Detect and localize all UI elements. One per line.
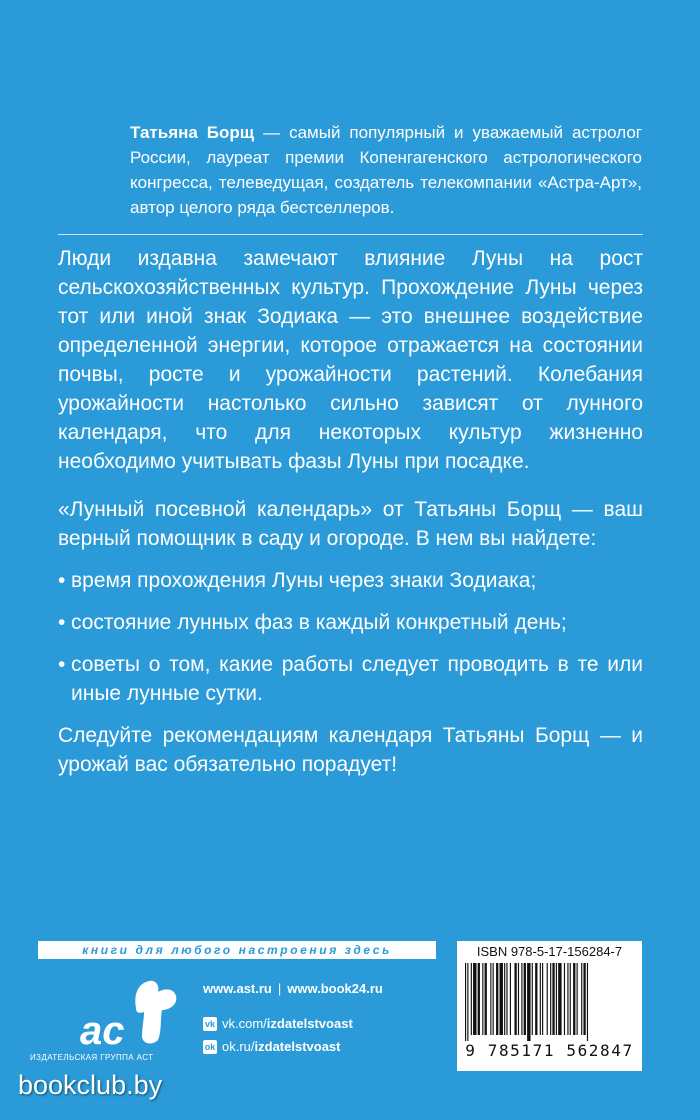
- barcode-bar: [577, 963, 578, 1035]
- barcode-digits: 9 785171 562847: [465, 1041, 634, 1060]
- isbn-text: ISBN 978-5-17-156284-7: [476, 944, 623, 959]
- barcode-bar: [583, 963, 585, 1035]
- ok-icon: ok: [204, 1041, 216, 1052]
- barcode-bar: [496, 963, 498, 1035]
- barcode-bar: [527, 963, 530, 1041]
- author-name: Татьяна Борщ: [130, 123, 255, 142]
- logo-letters: ac: [80, 1009, 125, 1053]
- vk-link-prefix: vk.com/: [222, 1015, 267, 1031]
- barcode-bar: [535, 963, 537, 1035]
- barcode-bar: [485, 963, 487, 1035]
- barcode-bar: [532, 963, 533, 1035]
- feature-item: • советы о том, какие работы следует проводить в те или иные лунные сутки.: [58, 650, 643, 708]
- barcode-bar: [567, 963, 568, 1035]
- barcode-bar: [471, 963, 472, 1035]
- ok-link-handle: izdatelstvoast: [254, 1038, 341, 1054]
- logo-caption: ИЗДАТЕЛЬСКАЯ ГРУППА АСТ: [30, 1053, 154, 1062]
- publisher-slogan: книги для любого настроения здесь: [38, 941, 436, 959]
- barcode-bar: [482, 963, 483, 1035]
- barcode-bar: [510, 963, 511, 1035]
- barcode-bar: [564, 963, 565, 1035]
- barcode-bar: [573, 963, 575, 1035]
- barcode-bar: [552, 963, 554, 1035]
- barcode-bar: [570, 963, 571, 1035]
- barcode-bar: [540, 963, 541, 1035]
- feature-item: • состояние лунных фаз в каждый конкретный день;: [58, 608, 643, 637]
- barcode-bar: [504, 963, 505, 1035]
- barcode-bar: [587, 963, 588, 1041]
- barcode-bar: [547, 963, 548, 1035]
- vk-icon: vk: [204, 1018, 215, 1029]
- author-bio-text: — самый популярный и уважаемый астролог России, лауреат премии Копенгагенского астрологического конгресса, телеведущая, создатель телекомпании «Астра-Арт», автор целого ряда бестселлеров.: [130, 123, 643, 217]
- barcode-box: [457, 941, 642, 1071]
- feature-item: • время прохождения Луны через знаки Зодиака;: [58, 566, 643, 595]
- author-bio: [130, 120, 642, 220]
- website-links-row: [203, 982, 383, 1012]
- barcode-bar: [581, 963, 582, 1035]
- ok-link-prefix: ok.ru/: [222, 1038, 255, 1054]
- barcode-bar: [493, 963, 494, 1035]
- barcode-bar: [550, 963, 551, 1035]
- barcode-bar: [490, 963, 491, 1035]
- barcode-bar: [518, 963, 519, 1035]
- barcode-bar: [500, 963, 503, 1035]
- barcode-bar: [467, 963, 468, 1041]
- website-link-ast[interactable]: www.ast.ru: [203, 981, 272, 996]
- description-paragraph-1: Люди издавна замечают влияние Луны на рост сельскохозяйственных культур. Прохождение Луны через тот или иной знак Зодиака — это внешнее воздействие определенной энергии, которое отражается на состоянии почвы, росте и урожайности растений. Колебания урожайности настолько сильно зависят от лунного календаря, что для некоторых культур жизненно необходимо учитывать фазы Луны при посадке.: [58, 247, 643, 473]
- barcode-bar: [542, 963, 543, 1035]
- website-link-book24[interactable]: www.book24.ru: [287, 981, 383, 996]
- description: [58, 244, 643, 779]
- ok-link-row[interactable]: [203, 1035, 383, 1058]
- vk-link-handle: izdatelstvoast: [266, 1015, 353, 1031]
- barcode-bar: [473, 963, 476, 1035]
- description-paragraph-3: Следуйте рекомендациям календаря Татьяны Борщ — и урожай вас обязательно порадует!: [58, 724, 643, 776]
- barcode-bar: [521, 963, 522, 1035]
- barcode-bar: [556, 963, 557, 1035]
- feature-list: [58, 566, 643, 708]
- watermark: bookclub.by: [18, 1070, 163, 1100]
- vk-link-row[interactable]: [203, 1012, 383, 1035]
- barcode-bar: [478, 963, 480, 1035]
- barcode-bars: [465, 963, 634, 1041]
- barcode-bar: [514, 963, 516, 1035]
- description-paragraph-2: «Лунный посевной календарь» от Татьяны Борщ — ваш верный помощник в саду и огороде. В нем вы найдете:: [58, 498, 643, 550]
- section-divider: [58, 234, 643, 235]
- barcode-bar: [506, 963, 507, 1035]
- publisher-links: [203, 982, 383, 1058]
- logo-cross-shape: [135, 981, 176, 1044]
- barcode-bar: [465, 963, 466, 1041]
- links-separator: |: [277, 981, 282, 996]
- barcode-bar: [558, 963, 561, 1035]
- barcode-bar: [524, 963, 526, 1035]
